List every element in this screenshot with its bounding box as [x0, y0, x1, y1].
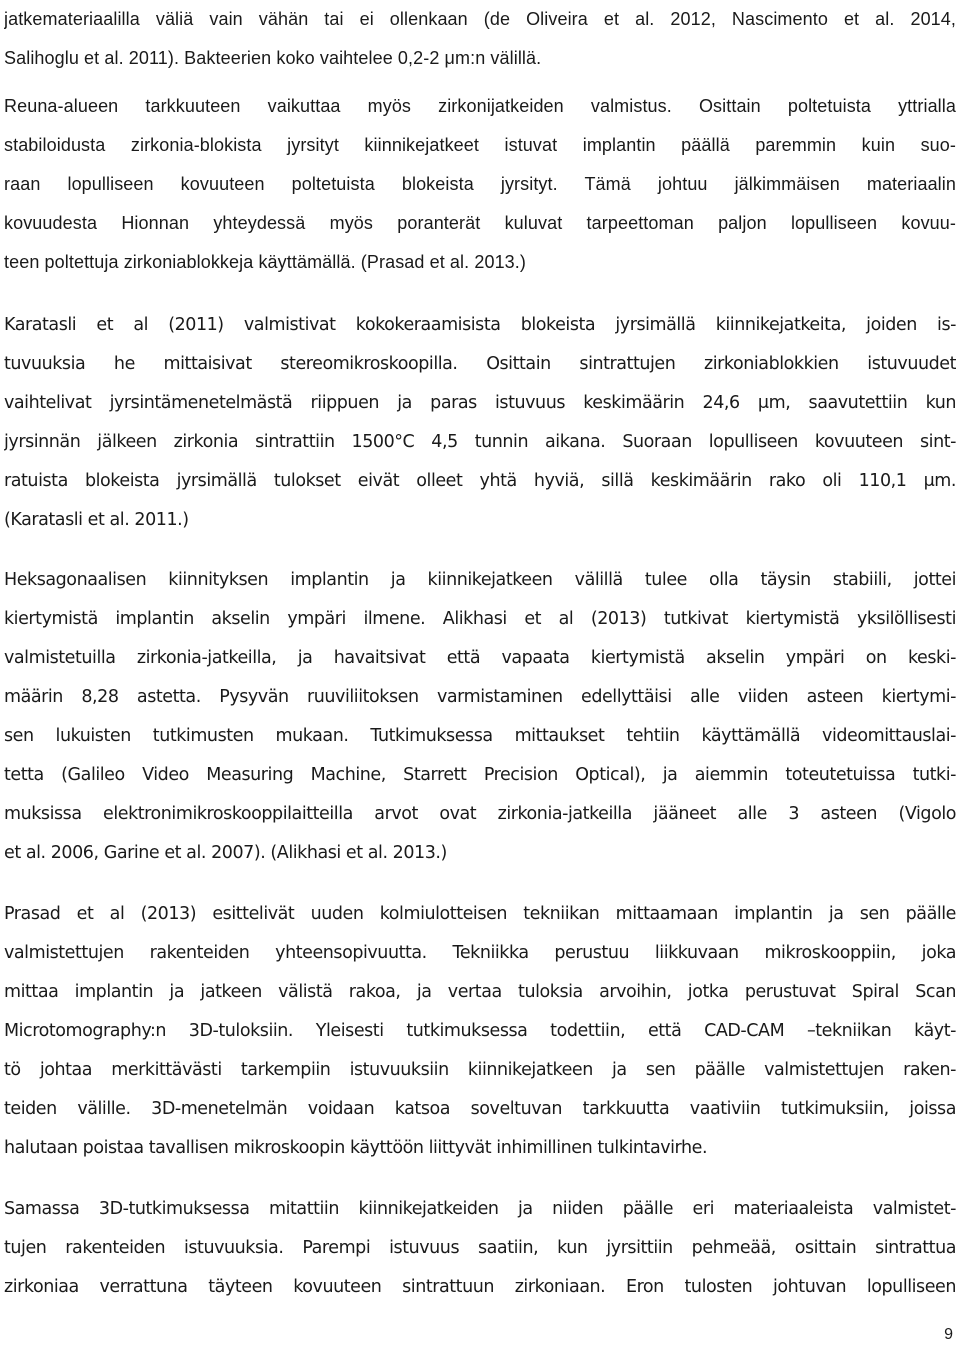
paragraph-prasad-3d: [4, 895, 956, 1168]
text-line: et al. 2006, Garine et al. 2007). (Alikhasi et al. 2013.): [4, 843, 447, 863]
paragraph-karatasli: [4, 306, 956, 540]
page-number: 9: [944, 1326, 953, 1343]
text-line: tuvuuksia he mittaisivat stereomikroskoopilla. Osittain sintrattujen zirkoniablokkien istuvuudet: [4, 354, 956, 374]
paragraph-hexagonal-connection: [4, 561, 956, 873]
text-line: Reuna-alueen tarkkuuteen vaikuttaa myös zirkonijatkeiden valmistus. Osittain poltetuista yttrialla: [4, 96, 956, 116]
text-line: stabiloidusta zirkonia-blokista jyrsityt kiinnikejatkeet istuvat implantin päällä paremmin kuin suo-: [4, 135, 956, 155]
text-line: (Karatasli et al. 2011.): [4, 510, 189, 530]
text-line: Samassa 3D-tutkimuksessa mitattiin kiinnikejatkeiden ja niiden päälle eri materiaaleista valmistet-: [4, 1199, 956, 1219]
paragraph-3d-study: [4, 1190, 956, 1307]
text-line: tö johtaa merkittävästi tarkempiin istuvuuksiin kiinnikejatkeen ja sen päälle valmistettujen raken-: [4, 1060, 956, 1080]
text-line: raan lopulliseen kovuuteen poltetuista blokeista jyrsityt. Tämä johtuu jälkimmäisen materiaalin: [4, 174, 956, 194]
text-line: valmistettujen rakenteiden yhteensopivuutta. Tekniikka perustuu liikkuvaan mikroskooppiin, joka: [4, 943, 956, 963]
text-line: jatkemateriaalilla väliä vain vähän tai ei ollenkaan (de Oliveira et al. 2012, Nascimento et al. 2014,: [4, 9, 956, 29]
text-line: Salihoglu et al. 2011). Bakteerien koko vaihtelee 0,2-2 μm:n välillä.: [4, 48, 542, 68]
text-line: tetta (Galileo Video Measuring Machine, Starrett Precision Optical), ja aiemmin toteutetuissa tutki-: [4, 765, 956, 785]
text-line: Prasad et al (2013) esittelivät uuden kolmiulotteisen tekniikan mittaamaan implantin ja sen päälle: [4, 904, 956, 924]
text-line: kovuudesta Hionnan yhteydessä myös poranterät kuluvat tarpeettoman paljon lopulliseen kovuu-: [4, 213, 956, 233]
text-line: valmistetuilla zirkonia-jatkeilla, ja havaitsivat että vapaata kiertymistä akselin ympäri on keski-: [4, 648, 956, 668]
text-line: tujen rakenteiden istuvuuksia. Parempi istuvuus saatiin, kun jyrsittiin pehmeää, osittain sintrattua: [4, 1238, 956, 1258]
text-line: jyrsinnän jälkeen zirkonia sintrattiin 1500°C 4,5 tunnin aikana. Suoraan lopulliseen kovuuteen sint-: [4, 432, 956, 452]
text-line: sen lukuisten tutkimusten mukaan. Tutkimuksessa mittaukset tehtiin käyttämällä videomittauslai-: [4, 726, 956, 746]
text-line: Karatasli et al (2011) valmistivat kokokeraamisista blokeista jyrsimällä kiinnikejatkeita, joiden is-: [4, 315, 956, 335]
text-line: määrin 8,28 astetta. Pysyvän ruuviliitoksen varmistaminen edellyttäisi alle viiden asteen kiertymi-: [4, 687, 956, 707]
text-line: halutaan poistaa tavallisen mikroskoopin käyttöön liittyvät inhimillinen tulkintavirhe.: [4, 1138, 708, 1158]
text-line: teiden välille. 3D-menetelmän voidaan katsoa soveltuvan tarkkuutta vaativiin tutkimuksiin, joissa: [4, 1099, 956, 1119]
text-line: Microtomography:n 3D-tuloksiin. Yleisesti tutkimuksessa todettiin, että CAD-CAM –tekniikan käyt-: [4, 1021, 956, 1041]
text-line: mittaa implantin ja jatkeen välistä rakoa, ja vertaa tuloksia arvoihin, jotka perustuvat Spiral Scan: [4, 982, 956, 1002]
text-line: kiertymistä implantin akselin ympäri ilmene. Alikhasi et al (2013) tutkivat kiertymistä yksilöllisesti: [4, 609, 956, 629]
text-line: muksissa elektronimikroskooppilaitteilla arvot ovat zirkonia-jatkeilla jääneet alle 3 asteen (Vigolo: [4, 804, 956, 824]
paragraph-edge-accuracy: [4, 87, 956, 282]
paragraph-bacteria-size: [4, 0, 956, 78]
text-line: Heksagonaalisen kiinnityksen implantin ja kiinnikejatkeen välillä tulee olla täysin stabiili, jottei: [4, 570, 956, 590]
text-line: vaihtelivat jyrsintämenetelmästä riippuen ja paras istuvuus keskimäärin 24,6 μm, saavutettiin kun: [4, 393, 956, 413]
text-line: zirkoniaa verrattuna täyteen kovuuteen sintrattuun zirkoniaan. Eron tulosten johtuvan lopulliseen: [4, 1277, 956, 1297]
text-line: teen poltettuja zirkoniablokkeja käyttämällä. (Prasad et al. 2013.): [4, 252, 526, 272]
text-line: ratuista blokeista jyrsimällä tulokset eivät olleet yhtä hyviä, sillä keskimäärin rako oli 110,1 μm.: [4, 471, 956, 491]
